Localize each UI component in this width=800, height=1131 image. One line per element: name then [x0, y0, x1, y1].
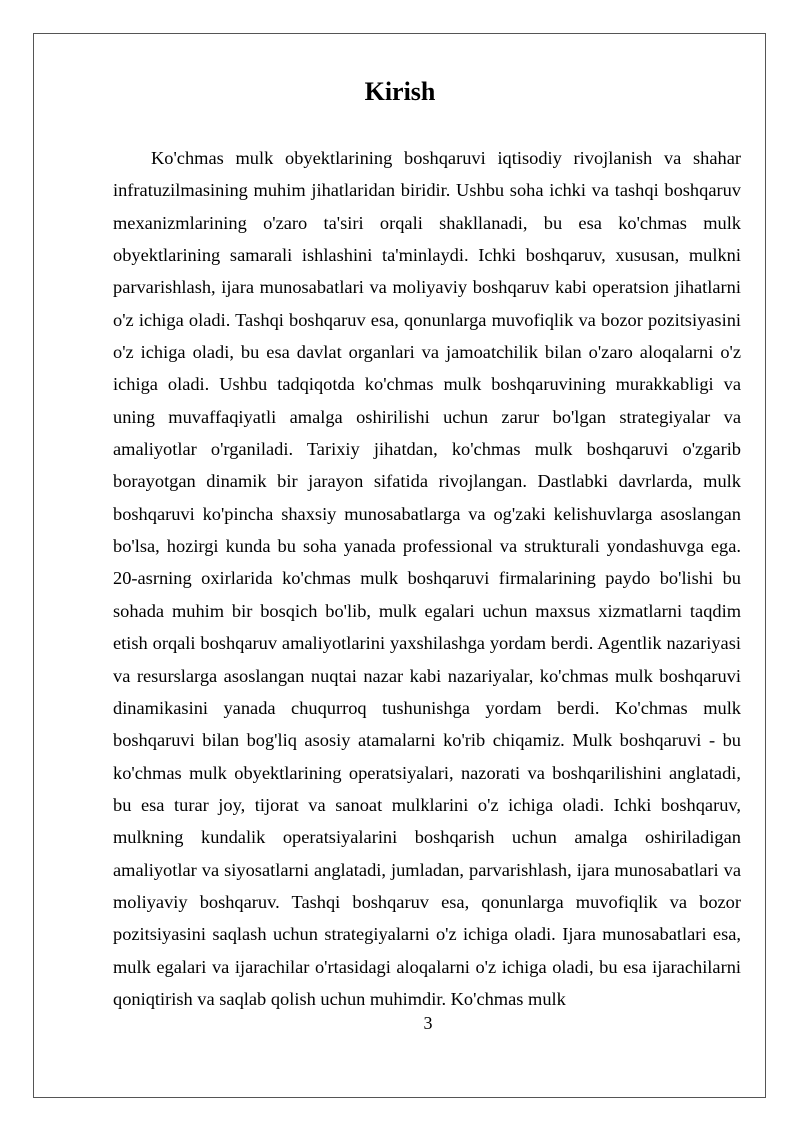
body-paragraph: Ko'chmas mulk obyektlarining boshqaruvi iqtisodiy rivojlanish va shahar infratuzilmasining muhim jihatlaridan biridir. Ushbu soha ichki va tashqi boshqaruv mexanizmlarining o'zaro ta'siri orqali shakllanadi, bu esa ko'chmas mulk obyektlarining samarali ishlashini ta'minlaydi. Ichki boshqaruv, xususan, mulkni parvarishlash, ijara munosabatlari va moliyaviy boshqaruv kabi operatsion jihatlarni o'z ichiga oladi. Tashqi boshqaruv esa, qonunlarga muvofiqlik va bozor pozitsiyasini o'z ichiga oladi, bu esa davlat organlari va jamoatchilik bilan o'zaro aloqalarni o'z ichiga oladi. Ushbu tadqiqotda ko'chmas mulk boshqaruvining murakkabligi va uning muvaffaqiyatli amalga oshirilishi uchun zarur bo'lgan strategiyalar va amaliyotlar o'rganiladi. Tarixiy jihatdan, ko'chmas mulk boshqaruvi o'zgarib borayotgan dinamik bir jarayon sifatida rivojlangan. Dastlabki davrlarda, mulk boshqaruvi ko'pincha shaxsiy munosabatlarga va og'zaki kelishuvlarga asoslangan bo'lsa, hozirgi kunda bu soha yanada professional va strukturali yondashuvga ega. 20-asrning oxirlarida ko'chmas mulk boshqaruvi firmalarining paydo bo'lishi bu sohada muhim bir bosqich bo'lib, mulk egalari uchun maxsus xizmatlarni taqdim etish orqali boshqaruv amaliyotlarini yaxshilashga yordam berdi. Agentlik nazariyasi va resurslarga asoslangan nuqtai nazar kabi nazariyalar, ko'chmas mulk boshqaruvi dinamikasini yanada chuqurroq tushunishga yordam berdi. Ko'chmas mulk boshqaruvi bilan bog'liq asosiy atamalarni ko'rib chiqamiz. Mulk boshqaruvi - bu ko'chmas mulk obyektlarining operatsiyalari, nazorati va boshqarilishini anglatadi, bu esa turar joy, tijorat va sanoat mulklarini o'z ichiga oladi. Ichki boshqaruv, mulkning kundalik operatsiyalarini boshqarish uchun amalga oshiriladigan amaliyotlar va siyosatlarni anglatadi, jumladan, parvarishlash, ijara munosabatlari va moliyaviy boshqaruv. Tashqi boshqaruv esa, qonunlarga muvofiqlik va bozor pozitsiyasini saqlash uchun strategiyalarni o'z ichiga oladi. Ijara munosabatlari esa, mulk egalari va ijarachilar o'rtasidagi aloqalarni o'z ichiga oladi, bu esa ijarachilarni qoniqtirish va saqlab qolish uchun muhimdir. Ko'chmas mulk — [113, 148, 741, 1009]
page-title: Kirish — [364, 77, 436, 106]
page-number: 3 — [423, 1013, 433, 1033]
